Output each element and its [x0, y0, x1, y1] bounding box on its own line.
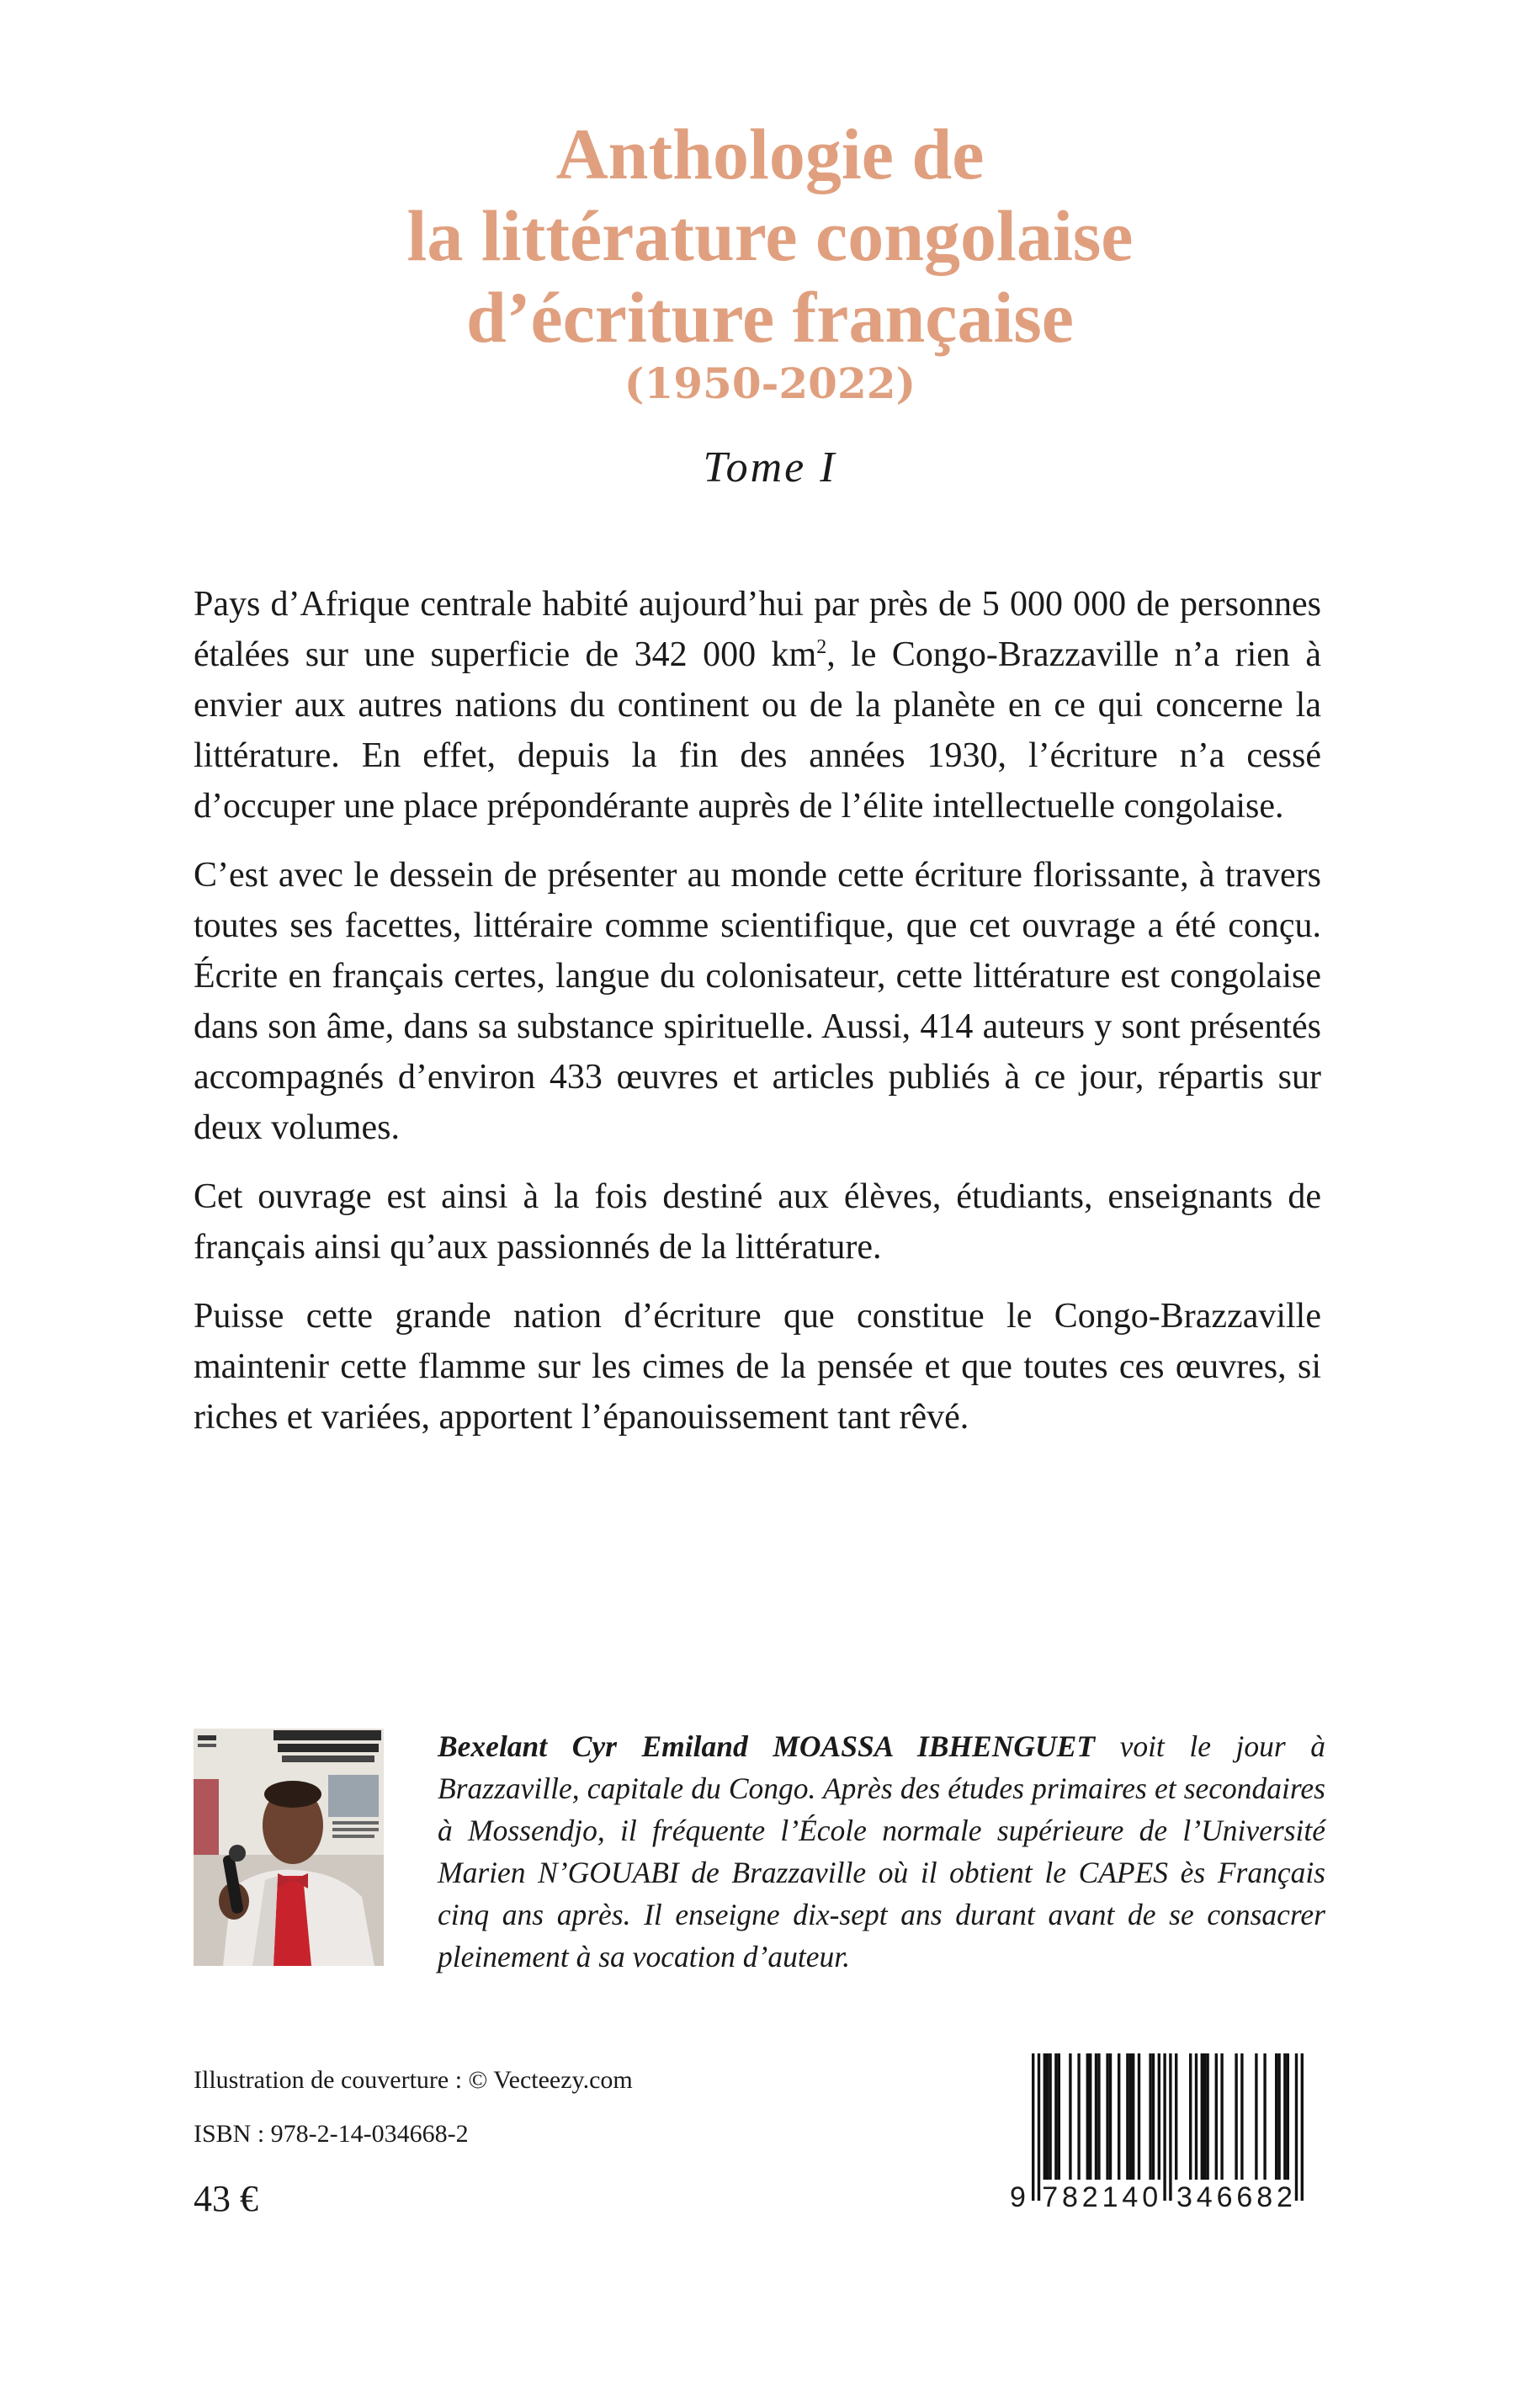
barcode-bar — [1106, 2053, 1108, 2180]
barcode-digit: 3 — [1176, 2181, 1197, 2213]
barcode-bar — [1126, 2053, 1128, 2180]
barcode-bar — [1152, 2053, 1155, 2180]
price: 43 € — [194, 2178, 258, 2219]
barcode-bar — [1295, 2053, 1298, 2201]
isbn: ISBN : 978-2-14-034668-2 — [194, 2120, 469, 2148]
barcode-bar — [1095, 2053, 1097, 2180]
barcode-bar — [1089, 2053, 1091, 2180]
barcode-digit: 6 — [1216, 2181, 1237, 2213]
barcode-digit: 1 — [1102, 2181, 1123, 2213]
barcode-bar — [1038, 2053, 1040, 2201]
barcode-bar — [1169, 2053, 1171, 2201]
barcode-bar — [1149, 2053, 1151, 2180]
barcode-digit: 4 — [1122, 2181, 1143, 2213]
title-block — [0, 114, 1540, 493]
back-cover-description — [194, 579, 1321, 1461]
barcode-bar — [1043, 2053, 1046, 2180]
date-range: (1950-2022) — [624, 359, 916, 408]
barcode-bar — [1195, 2053, 1197, 2180]
barcode-bar — [1263, 2053, 1266, 2180]
author-name: Bexelant Cyr Emiland MOASSA IBHENGUET — [438, 1729, 1096, 1763]
barcode-bar — [1158, 2053, 1160, 2180]
barcode-digit: 8 — [1256, 2181, 1277, 2213]
barcode-bar — [1235, 2053, 1237, 2180]
book-title-line-2: la littérature congolaise — [406, 195, 1134, 276]
barcode-digit: 6 — [1236, 2181, 1257, 2213]
barcode-bar — [1220, 2053, 1223, 2180]
paragraph-1-text: Pays d’Afrique centrale habité aujourd’hui par près de 5 000 000 de personnes étalées sur une superficie de 342 000 km — [194, 585, 1321, 674]
barcode-bar — [1129, 2053, 1132, 2180]
cover-credit: Illustration de couverture : © Vecteezy.com — [194, 2066, 633, 2094]
barcode-bar — [1046, 2053, 1049, 2180]
author-photo — [194, 1729, 384, 1966]
barcode-digit: 0 — [1142, 2181, 1163, 2213]
barcode-bar — [1118, 2053, 1120, 2180]
paragraph-1-text-rest: , le Congo-Brazzaville n’a rien à envier aux autres nations du continent ou de la planète en ce qui concerne la littérature. En effet, depuis la fin des années 1930, l’écriture n’a cessé d’occuper une place prépondérante auprès de l’élite intellectuelle congolaise. — [194, 635, 1321, 826]
barcode-bar — [1215, 2053, 1218, 2180]
barcode-bar — [1138, 2053, 1140, 2180]
barcode-digit: 2 — [1277, 2181, 1297, 2213]
paragraph-2: C’est avec le dessein de présenter au monde cette écriture florissante, à travers toutes ses facettes, littéraire comme scientifique, que cet ouvrage a été conçu. Écrite en français certes, langue du colonisateur, cette littérature est congolaise dans son âme, dans sa substance spirituelle. Aussi, 414 auteurs y sont présentés accompagnés d’environ 433 œuvres et articles publiés à ce jour, répartis sur deux volumes. — [194, 856, 1321, 1147]
paragraph-4: Puisse cette grande nation d’écriture que constitue le Congo-Brazzaville maintenir cette flamme sur les cimes de la pensée et que toutes ces œuvres, si riches et variées, apportent l’épanouissement tant rêvé. — [194, 1297, 1321, 1437]
barcode-bar — [1086, 2053, 1089, 2180]
barcode-bar — [1301, 2053, 1304, 2201]
barcode-bar — [1109, 2053, 1112, 2180]
barcode-bar — [1255, 2053, 1257, 2180]
barcode-bar — [1054, 2053, 1057, 2180]
book-title-line-1: Anthologie de — [555, 114, 985, 194]
author-photo-image — [194, 1729, 384, 1966]
paragraph-1 — [194, 579, 1321, 831]
barcode-digit: 9 — [1010, 2181, 1030, 2213]
barcode-bar — [1058, 2053, 1060, 2180]
barcode-bar — [1175, 2053, 1177, 2180]
barcode-bar — [1201, 2053, 1203, 2180]
barcode-bar — [1275, 2053, 1277, 2180]
barcode-bar — [1189, 2053, 1192, 2180]
superscript-2: 2 — [816, 636, 827, 658]
barcode-digit: 7 — [1042, 2181, 1063, 2213]
barcode-bar — [1132, 2053, 1134, 2180]
barcode-digit: 8 — [1062, 2181, 1082, 2213]
barcode-digit: 2 — [1081, 2181, 1102, 2213]
barcode-bar — [1097, 2053, 1100, 2180]
barcode-bar — [1077, 2053, 1080, 2180]
barcode-bar — [1203, 2053, 1206, 2180]
book-title-line-3: d’écriture française — [466, 277, 1074, 358]
author-bio — [438, 1725, 1325, 1978]
barcode-bar — [1049, 2053, 1051, 2180]
barcode-bar — [1069, 2053, 1071, 2180]
barcode-digit: 4 — [1196, 2181, 1217, 2213]
barcode-bar — [1287, 2053, 1289, 2180]
barcode-bar — [1206, 2053, 1208, 2180]
paragraph-3: Cet ouvrage est ainsi à la fois destiné aux élèves, étudiants, enseignants de français ainsi qu’aux passionnés de la littérature. — [194, 1177, 1321, 1267]
author-bio-text: voit le jour à Brazzaville, capitale du Congo. Après des études primaires et secondaires à Mossendjo, il fréquente l’École normale supérieure de l’Université Marien N’GOUABI de Brazzaville où il obtient le CAPES ès Français cinq ans après. Il enseigne dix-sept ans durant avant de se consacrer pleinement à sa vocation d’auteur. — [438, 1729, 1325, 1973]
barcode-bar — [1277, 2053, 1280, 2180]
barcode-bar — [1163, 2053, 1166, 2201]
barcode-bar — [1240, 2053, 1243, 2180]
barcode-bar — [1032, 2053, 1034, 2201]
barcode-bar — [1283, 2053, 1286, 2180]
volume-label: Tome I — [703, 444, 837, 491]
